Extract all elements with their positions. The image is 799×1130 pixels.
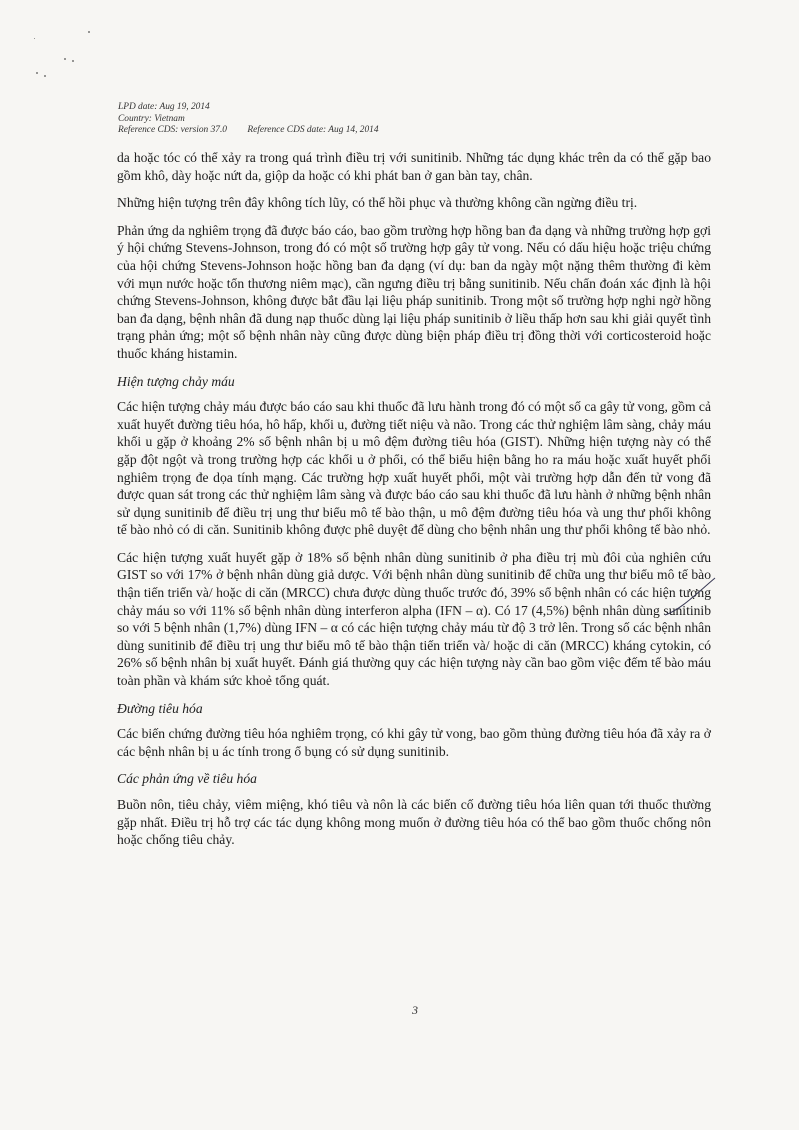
paragraph-hemorrhage-rates: Các hiện tượng xuất huyết gặp ở 18% số bệnh nhân dùng sunitinib ở pha điều trị mù đôi của nghiên cứu GIST so với 17% ở bệnh nhân dùng giả dược. Với bệnh nhân dùng sunitinib để chữa ung thư biểu mô tế bào thận tiến triển và/ hoặc di căn (MRCC) chưa được dùng thuốc trước đó, 39% số bệnh nhân có các hiện tượng chảy máu so với 11% số bệnh nhân dùng interferon alpha (IFN – α). Có 17 (4,5%) bệnh nhân dùng sunitinib so với 5 bệnh nhân (1,7%) dùng IFN – α có các hiện tượng chảy máu từ độ 3 trở lên. Trong số các bệnh nhân dùng sunitinib để điều trị ung thư biểu mô tế bào thận tiến triển và/ hoặc di căn (MRCC) kháng cytokin, có 26% số bệnh nhân bị xuất huyết. Đánh giá thường quy các hiện tượng này cần bao gồm việc đếm tế bào máu toàn phần và khám sức khoẻ tổng quát. xyxy=(117,549,711,689)
lpd-date: LPD date: Aug 19, 2014 xyxy=(118,102,210,112)
paragraph-skin-effects: da hoặc tóc có thể xảy ra trong quá trình điều trị với sunitinib. Những tác dụng khác trên da có thể gặp bao gồm khô, dày hoặc nứt da, giộp da hoặc có khi phát ban ở gan bàn tay, chân. xyxy=(117,150,711,183)
reference-cds-date: Reference CDS date: Aug 14, 2014 xyxy=(247,125,379,135)
pen-annotation-mark xyxy=(660,575,720,625)
heading-gi-tract: Đường tiêu hóa xyxy=(117,700,203,716)
page-number: 3 xyxy=(412,1003,418,1017)
paragraph-bleeding-events: Các hiện tượng chảy máu được báo cáo sau khi thuốc đã lưu hành trong đó có một số ca gây tử vong, gồm cả xuất huyết đường tiêu hóa, hô hấp, khối u, đường tiết niệu và não. Trong các thử nghiệm lâm sàng, chảy máu khối u gặp ở khoảng 2% số bệnh nhân bị u mô đệm đường tiêu hóa (GIST). Những hiện tượng này có thể gặp đột ngột và trong trường hợp các khối u ở phổi, có thể biểu hiện bằng ho ra máu hoặc xuất huyết phổi nghiêm trọng đe dọa tính mạng. Các trường hợp xuất huyết phổi, một vài trường hợp dẫn đến tử vong đã được quan sát trong các thử nghiệm lâm sàng và được báo cáo sau khi thuốc đã lưu hành ở những bệnh nhân sử dụng sunitinib để điều trị ung thư biểu mô tế bào thận, u mô đệm đường tiêu hóa và ung thư phổi không tế bào nhỏ có di căn. Sunitinib không được phê duyệt để dùng cho bệnh nhân ung thư phổi không tế bào nhỏ. xyxy=(117,399,711,538)
heading-bleeding: Hiện tượng chảy máu xyxy=(117,373,235,389)
paragraph-reversible: Những hiện tượng trên đây không tích lũy, có thể hồi phục và thường không cần ngừng điều trị. xyxy=(117,195,638,211)
reference-row xyxy=(118,125,379,137)
paragraph-gi-complications: Các biến chứng đường tiêu hóa nghiêm trọng, có khi gây tử vong, bao gồm thủng đường tiêu hóa đã xảy ra ở các bệnh nhân bị u ác tính trong ổ bụng có sử dụng sunitinib. xyxy=(117,726,711,759)
heading-gi-reactions: Các phản ứng về tiêu hóa xyxy=(117,771,257,787)
country: Country: Vietnam xyxy=(118,113,185,124)
document-header xyxy=(118,102,379,137)
paragraph-severe-skin-reactions: Phản ứng da nghiêm trọng đã được báo cáo, bao gồm trường hợp hồng ban đa dạng và những trường hợp gợi ý hội chứng Stevens-Johnson, trong đó có một số trường hợp gây tử vong. Nếu có dấu hiệu hoặc triệu chứng của hội chứng Stevens-Johnson hoặc hồng ban đa dạng (ví dụ: ban da ngày một nặng thêm thường đi kèm với mụn nước hoặc tổn thương niêm mạc), cần ngưng điều trị bằng sunitinib. Nếu chẩn đoán xác định là hội chứng Stevens-Johnson, không được bắt đầu lại liệu pháp sunitinib. Trong một số trường hợp nghi ngờ hồng ban đa dạng, bệnh nhân đã dung nạp thuốc dùng lại liệu pháp sunitinib ở liều thấp hơn sau khi giải quyết tình trạng phản ứng; một số bệnh nhân này cũng được dùng biện pháp điều trị đồng thời với corticosteroid hoặc thuốc kháng histamin. xyxy=(117,222,711,361)
reference-cds-version: Reference CDS: version 37.0 xyxy=(118,125,227,135)
paragraph-gi-reactions: Buồn nôn, tiêu chảy, viêm miệng, khó tiêu và nôn là các biến cố đường tiêu hóa liên quan tới thuốc thường gặp nhất. Điều trị hỗ trợ các tác dụng không mong muốn ở đường tiêu hóa có thể bao gồm thuốc chống nôn hoặc chống tiêu chảy. xyxy=(117,797,711,848)
document-body xyxy=(117,149,711,859)
